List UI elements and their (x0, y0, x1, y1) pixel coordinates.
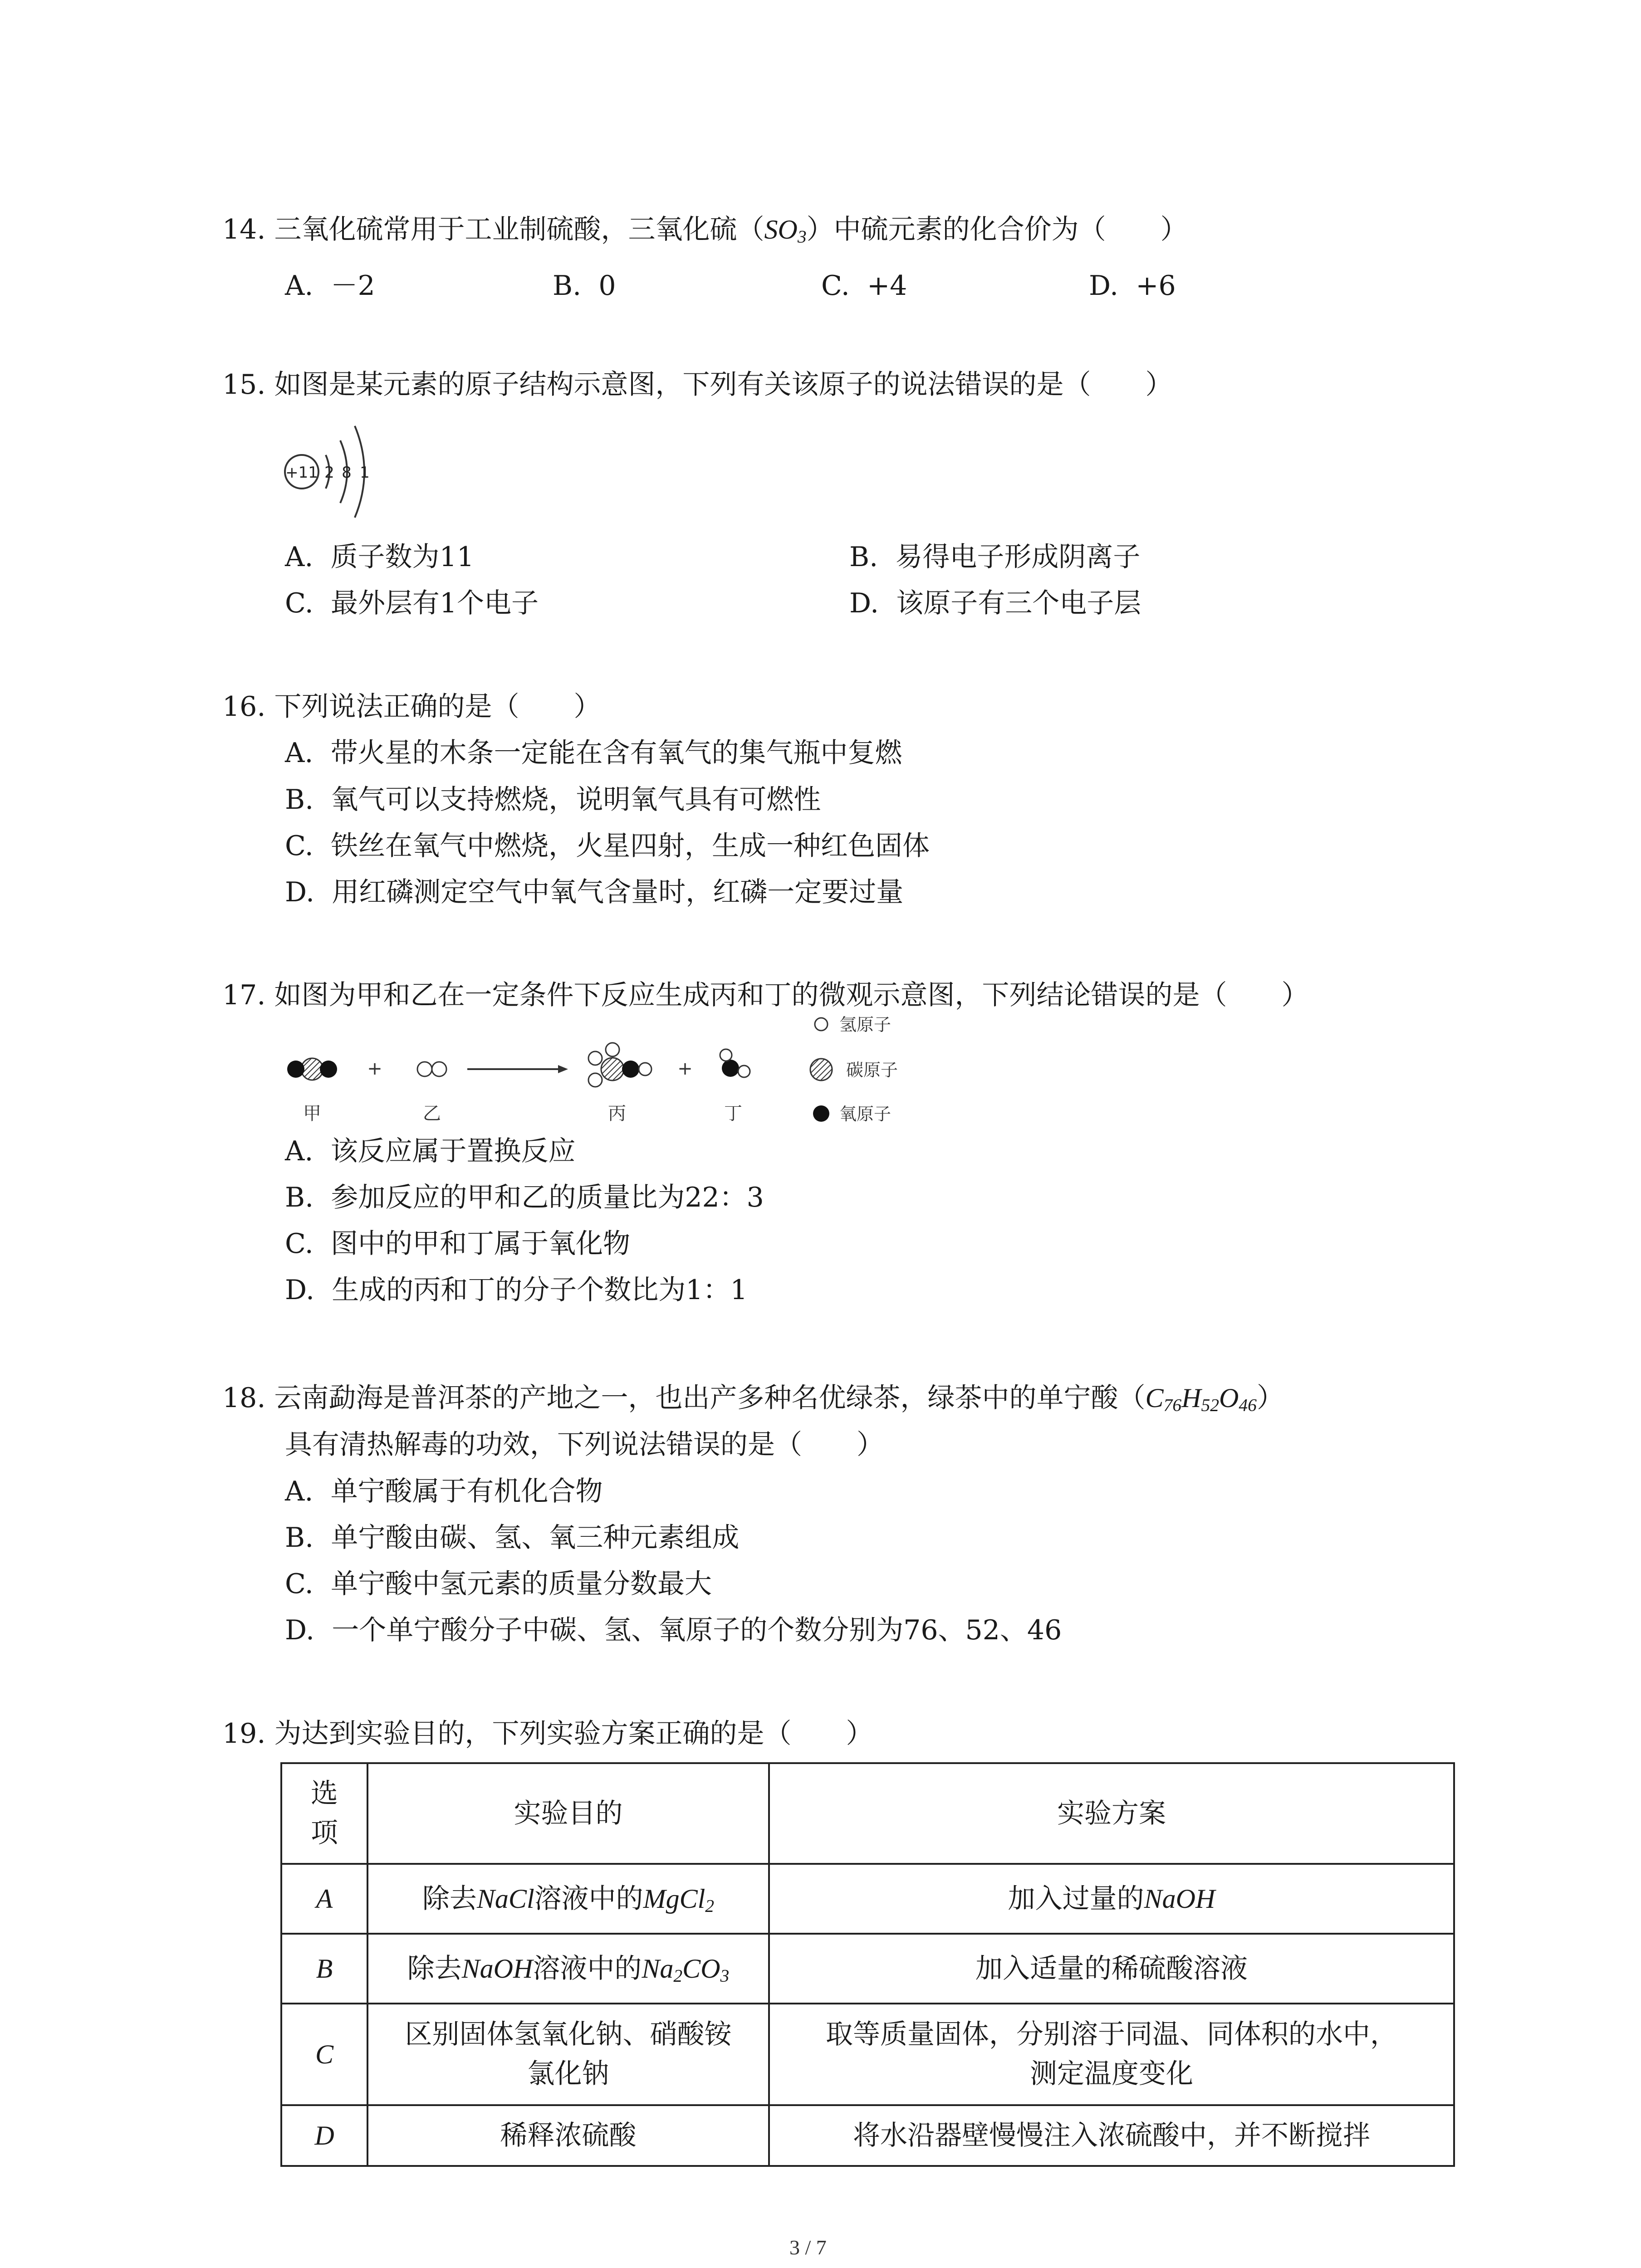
row-c-purpose: 区别固体氢氧化钠、硝酸铵 氯化钠 (367, 2004, 769, 2105)
q14-option-a[interactable]: A. －2 (285, 270, 375, 302)
q19-table (280, 1762, 1455, 2167)
q19-number: 19. (222, 1718, 266, 1750)
row-b-purpose: 除去NaOH溶液中的$Na_2CO_3$ (367, 1934, 769, 2004)
q14-option-d[interactable]: D. +6 (1089, 270, 1176, 302)
reaction-micro-diagram (272, 1016, 953, 1139)
row-a-purpose: 除去NaCl溶液中的MgCl$_2$ (367, 1864, 769, 1934)
molecule-bing (588, 1043, 652, 1087)
q15-option-b[interactable]: B. 易得电子形成阴离子 (849, 541, 1141, 573)
shell-1-count: 2 (324, 464, 334, 482)
q16-option-d[interactable]: D. 用红磷测定空气中氧气含量时，红磷一定要过量 (285, 876, 904, 908)
page-number: 3 / 7 (789, 2236, 827, 2259)
atom-structure-diagram (277, 411, 386, 533)
row-a-plan: 加入过量的NaOH (769, 1864, 1454, 1934)
q18-number: 18. (222, 1382, 266, 1414)
q17-number: 17. (222, 979, 266, 1011)
header-purpose: 实验目的 (367, 1763, 769, 1864)
q14-option-b[interactable]: B. 0 (553, 270, 616, 302)
row-d-key: D (281, 2105, 367, 2166)
legend (810, 1016, 898, 1124)
atom-nucleus-label: +11 (285, 464, 318, 482)
q14-number: 14. (222, 214, 266, 245)
table-header-row (281, 1763, 1454, 1864)
molecule-yi (417, 1062, 446, 1076)
shell-2-count: 8 (342, 464, 352, 482)
legend-oxygen: 氧原子 (839, 1104, 892, 1124)
header-plan: 实验方案 (769, 1763, 1454, 1864)
row-c-key: C (281, 2004, 367, 2105)
header-option: 选 项 (281, 1763, 367, 1864)
label-ding: 丁 (724, 1103, 742, 1124)
table-row-a[interactable] (281, 1864, 1454, 1934)
q18-stem-line1: 18. 云南勐海是普洱茶的产地之一，也出产多种名优绿茶，绿茶中的单宁酸$(C_{76}H_{52}O_{46})$ (222, 1382, 1284, 1415)
q15-number: 15. (222, 369, 266, 401)
q17-stem: 17. 如图为甲和乙在一定条件下反应生成丙和丁的微观示意图，下列结论错误的是（ ） (222, 979, 1309, 1011)
table-row-c[interactable] (281, 2004, 1454, 2105)
q17-option-d[interactable]: D. 生成的丙和丁的分子个数比为1：1 (285, 1274, 748, 1306)
molecule-ding (720, 1049, 750, 1077)
q18-option-a[interactable]: A. 单宁酸属于有机化合物 (285, 1476, 603, 1507)
q18-option-b[interactable]: B. 单宁酸由碳、氢、氧三种元素组成 (285, 1522, 740, 1554)
molecule-jia (287, 1058, 337, 1080)
legend-hydrogen: 氢原子 (839, 1016, 892, 1035)
shell-3-count: 1 (360, 464, 370, 482)
plus-sign-2: + (677, 1058, 693, 1079)
q16-stem: 16. 下列说法正确的是（ ） (222, 691, 601, 723)
q17-option-b[interactable]: B. 参加反应的甲和乙的质量比为22：3 (285, 1182, 764, 1213)
label-jia: 甲 (303, 1103, 321, 1124)
row-d-plan: 将水沿器壁慢慢注入浓硫酸中，并不断搅拌 (769, 2105, 1454, 2166)
row-a-key: A (281, 1864, 367, 1934)
row-c-plan: 取等质量固体，分别溶于同温、同体积的水中， 测定温度变化 (769, 2004, 1454, 2105)
reaction-arrow (467, 1065, 568, 1073)
q14-option-c[interactable]: C. +4 (821, 270, 907, 302)
table-row-b[interactable] (281, 1934, 1454, 2004)
label-yi: 乙 (423, 1103, 441, 1124)
q19-stem: 19. 为达到实验目的，下列实验方案正确的是（ ） (222, 1718, 873, 1750)
q16-number: 16. (222, 691, 266, 723)
q18-stem-line2: 具有清热解毒的功效，下列说法错误的是（ ） (285, 1429, 884, 1461)
q15-option-d[interactable]: D. 该原子有三个电子层 (849, 587, 1141, 619)
q14-stem: 14. 三氧化硫常用于工业制硫酸，三氧化硫$(SO_3)$中硫元素的化合价为（ ） (222, 214, 1188, 247)
label-bing: 丙 (608, 1103, 626, 1124)
table-row-d[interactable] (281, 2105, 1454, 2166)
plus-sign-1: + (367, 1058, 382, 1079)
q17-option-a[interactable]: A. 该反应属于置换反应 (285, 1135, 576, 1167)
row-b-plan: 加入适量的稀硫酸溶液 (769, 1934, 1454, 2004)
row-b-key: B (281, 1934, 367, 2004)
q18-option-c[interactable]: C. 单宁酸中氢元素的质量分数最大 (285, 1568, 712, 1600)
q16-option-c[interactable]: C. 铁丝在氧气中燃烧，火星四射，生成一种红色固体 (285, 830, 930, 862)
q16-option-b[interactable]: B. 氧气可以支持燃烧，说明氧气具有可燃性 (285, 784, 821, 816)
q17-option-c[interactable]: C. 图中的甲和丁属于氧化物 (285, 1228, 630, 1260)
q18-option-d[interactable]: D. 一个单宁酸分子中碳、氢、氧原子的个数分别为76、52、46 (285, 1614, 1062, 1646)
q15-option-a[interactable]: A. 质子数为11 (285, 541, 474, 573)
q16-option-a[interactable]: A. 带火星的木条一定能在含有氧气的集气瓶中复燃 (285, 737, 902, 769)
q14-formula: $SO_3$ (764, 215, 807, 247)
q18-formula: $C_{76}H_{52}O_{46}$ (1145, 1383, 1257, 1415)
q15-stem: 15. 如图是某元素的原子结构示意图，下列有关该原子的说法错误的是（ ） (222, 369, 1173, 401)
q15-option-c[interactable]: C. 最外层有1个电子 (285, 587, 539, 619)
row-d-purpose: 稀释浓硫酸 (367, 2105, 769, 2166)
legend-carbon: 碳原子 (846, 1060, 898, 1080)
